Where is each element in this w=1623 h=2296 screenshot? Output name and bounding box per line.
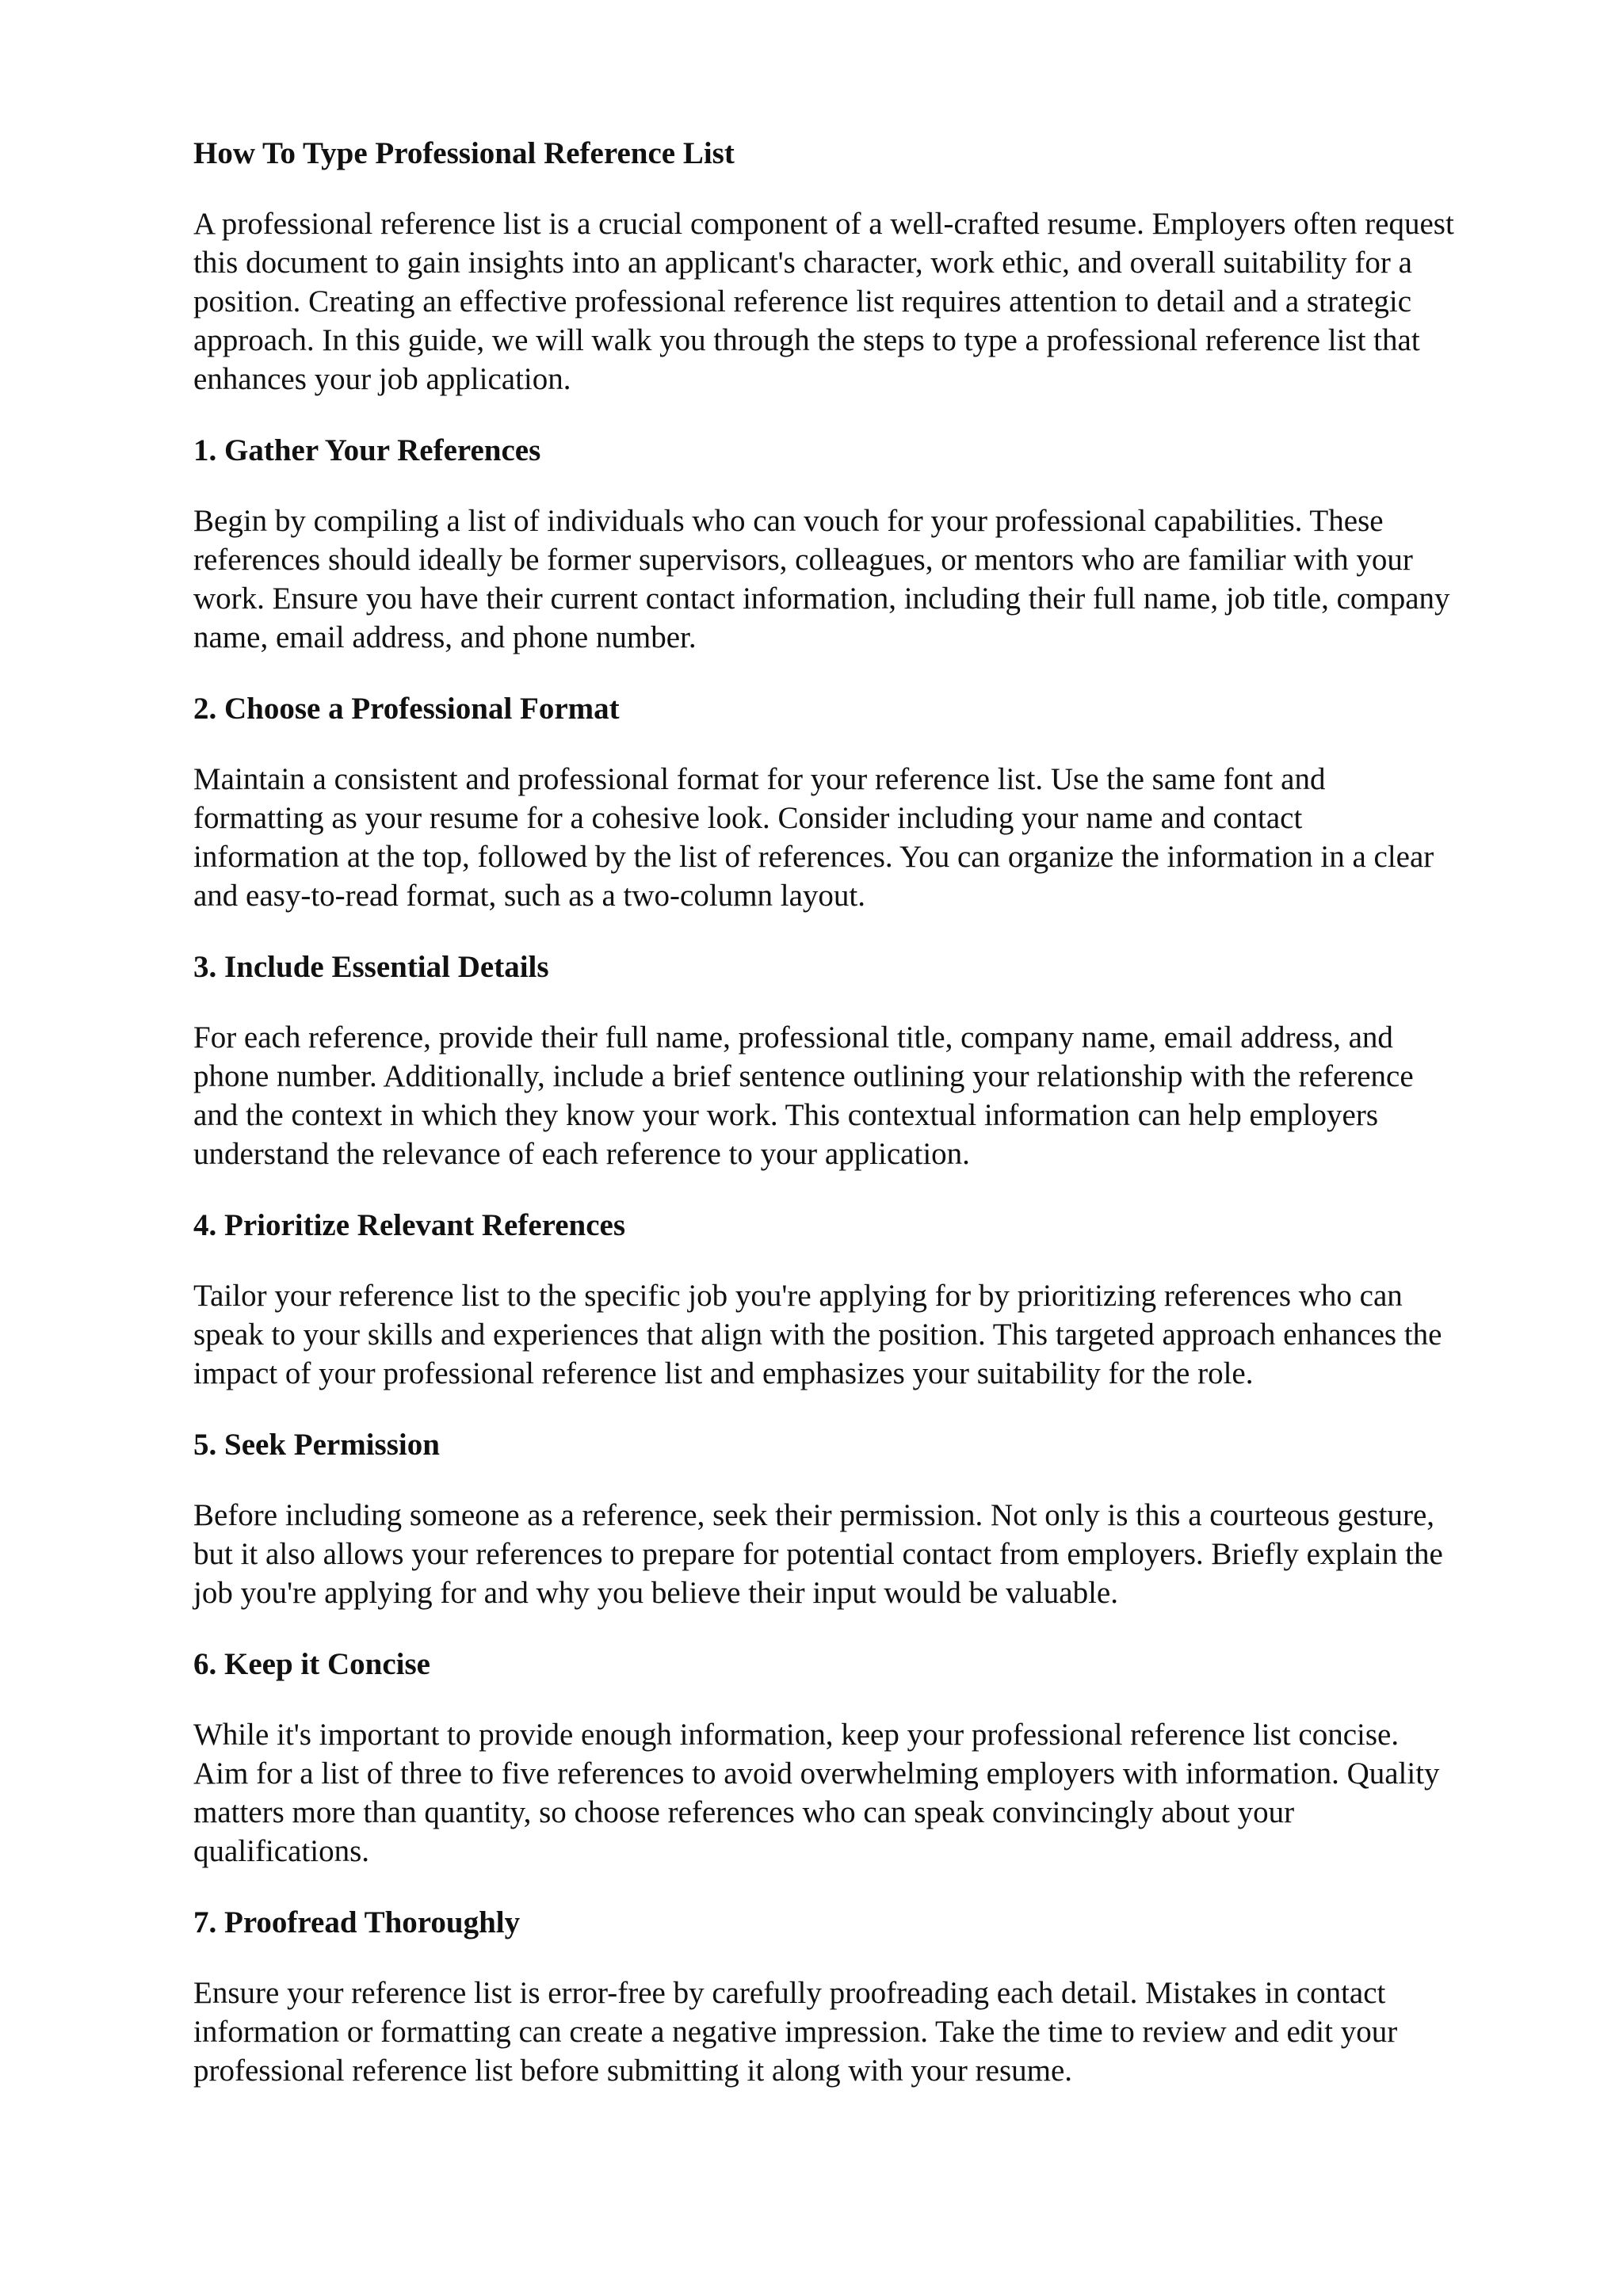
document-content: [193, 135, 1541, 2123]
intro-line: position. Creating an effective professional reference list requires attention to detail and a strategic: [193, 284, 1412, 318]
document-title: How To Type Professional Reference List: [193, 136, 735, 170]
section-heading: 2. Choose a Professional Format: [193, 692, 620, 726]
paragraph-line: impact of your professional reference list and emphasizes your suitability for the role.: [193, 1356, 1254, 1390]
paragraph-line: Begin by compiling a list of individuals who can vouch for your professional capabilities. These: [193, 504, 1384, 538]
section-paragraph: [193, 1715, 1541, 1871]
intro-line: this document to gain insights into an applicant's character, work ethic, and overall suitability for a: [193, 246, 1412, 280]
paragraph-line: Tailor your reference list to the specific job you're applying for by prioritizing references who can: [193, 1279, 1403, 1313]
intro-line: A professional reference list is a crucial component of a well-crafted resume. Employers often request: [193, 207, 1454, 241]
paragraph-line: For each reference, provide their full name, professional title, company name, email address, and: [193, 1020, 1393, 1055]
section-heading: 7. Proofread Thoroughly: [193, 1905, 521, 1939]
paragraph-line: and the context in which they know your work. This contextual information can help employers: [193, 1098, 1379, 1132]
section-paragraph: [193, 1276, 1541, 1393]
paragraph-line: speak to your skills and experiences that align with the position. This targeted approach enhances the: [193, 1318, 1442, 1352]
paragraph-line: understand the relevance of each reference to your application.: [193, 1137, 970, 1171]
intro-line: enhances your job application.: [193, 362, 571, 396]
section-paragraph: [193, 502, 1541, 657]
paragraph-line: but it also allows your references to prepare for potential contact from employers. Briefly explain the: [193, 1537, 1443, 1571]
paragraph-line: phone number. Additionally, include a brief sentence outlining your relationship with the reference: [193, 1059, 1414, 1093]
paragraph-line: references should ideally be former supervisors, colleagues, or mentors who are familiar with your: [193, 543, 1413, 577]
paragraph-line: and easy-to-read format, such as a two-column layout.: [193, 879, 865, 913]
paragraph-line: qualifications.: [193, 1834, 370, 1868]
section-keep-concise: [193, 1646, 1541, 1871]
paragraph-line: work. Ensure you have their current contact information, including their full name, job title, company: [193, 582, 1450, 616]
section-heading: 5. Seek Permission: [193, 1428, 440, 1462]
section-choose-format: [193, 690, 1541, 915]
paragraph-line: professional reference list before submitting it along with your resume.: [193, 2054, 1073, 2088]
section-paragraph: [193, 760, 1541, 915]
paragraph-line: job you're applying for and why you believe their input would be valuable.: [193, 1576, 1118, 1610]
section-paragraph: [193, 1496, 1541, 1612]
paragraph-line: Maintain a consistent and professional format for your reference list. Use the same font and: [193, 762, 1326, 796]
section-paragraph: [193, 1974, 1541, 2090]
section-essential-details: [193, 948, 1541, 1173]
paragraph-line: information at the top, followed by the list of references. You can organize the information in a clear: [193, 840, 1434, 874]
section-paragraph: [193, 1018, 1541, 1173]
paragraph-line: formatting as your resume for a cohesive look. Consider including your name and contact: [193, 801, 1303, 835]
section-proofread: [193, 1904, 1541, 2090]
intro-line: approach. In this guide, we will walk you through the steps to type a professional reference list that: [193, 323, 1420, 357]
paragraph-line: Aim for a list of three to five references to avoid overwhelming employers with information. Quality: [193, 1756, 1440, 1791]
section-heading: 4. Prioritize Relevant References: [193, 1208, 626, 1242]
section-prioritize-references: [193, 1207, 1541, 1393]
section-heading: 1. Gather Your References: [193, 433, 541, 467]
paragraph-line: While it's important to provide enough information, keep your professional reference list concise.: [193, 1718, 1400, 1752]
paragraph-line: name, email address, and phone number.: [193, 620, 697, 654]
paragraph-line: information or formatting can create a negative impression. Take the time to review and edit your: [193, 2015, 1398, 2049]
section-gather-references: [193, 432, 1541, 657]
paragraph-line: Before including someone as a reference, seek their permission. Not only is this a courteous gesture,: [193, 1498, 1435, 1532]
section-seek-permission: [193, 1426, 1541, 1612]
paragraph-line: Ensure your reference list is error-free by carefully proofreading each detail. Mistakes in contact: [193, 1976, 1386, 2010]
intro-paragraph: [193, 204, 1541, 399]
section-heading: 3. Include Essential Details: [193, 950, 549, 984]
paragraph-line: matters more than quantity, so choose references who can speak convincingly about your: [193, 1795, 1295, 1829]
section-heading: 6. Keep it Concise: [193, 1647, 430, 1681]
